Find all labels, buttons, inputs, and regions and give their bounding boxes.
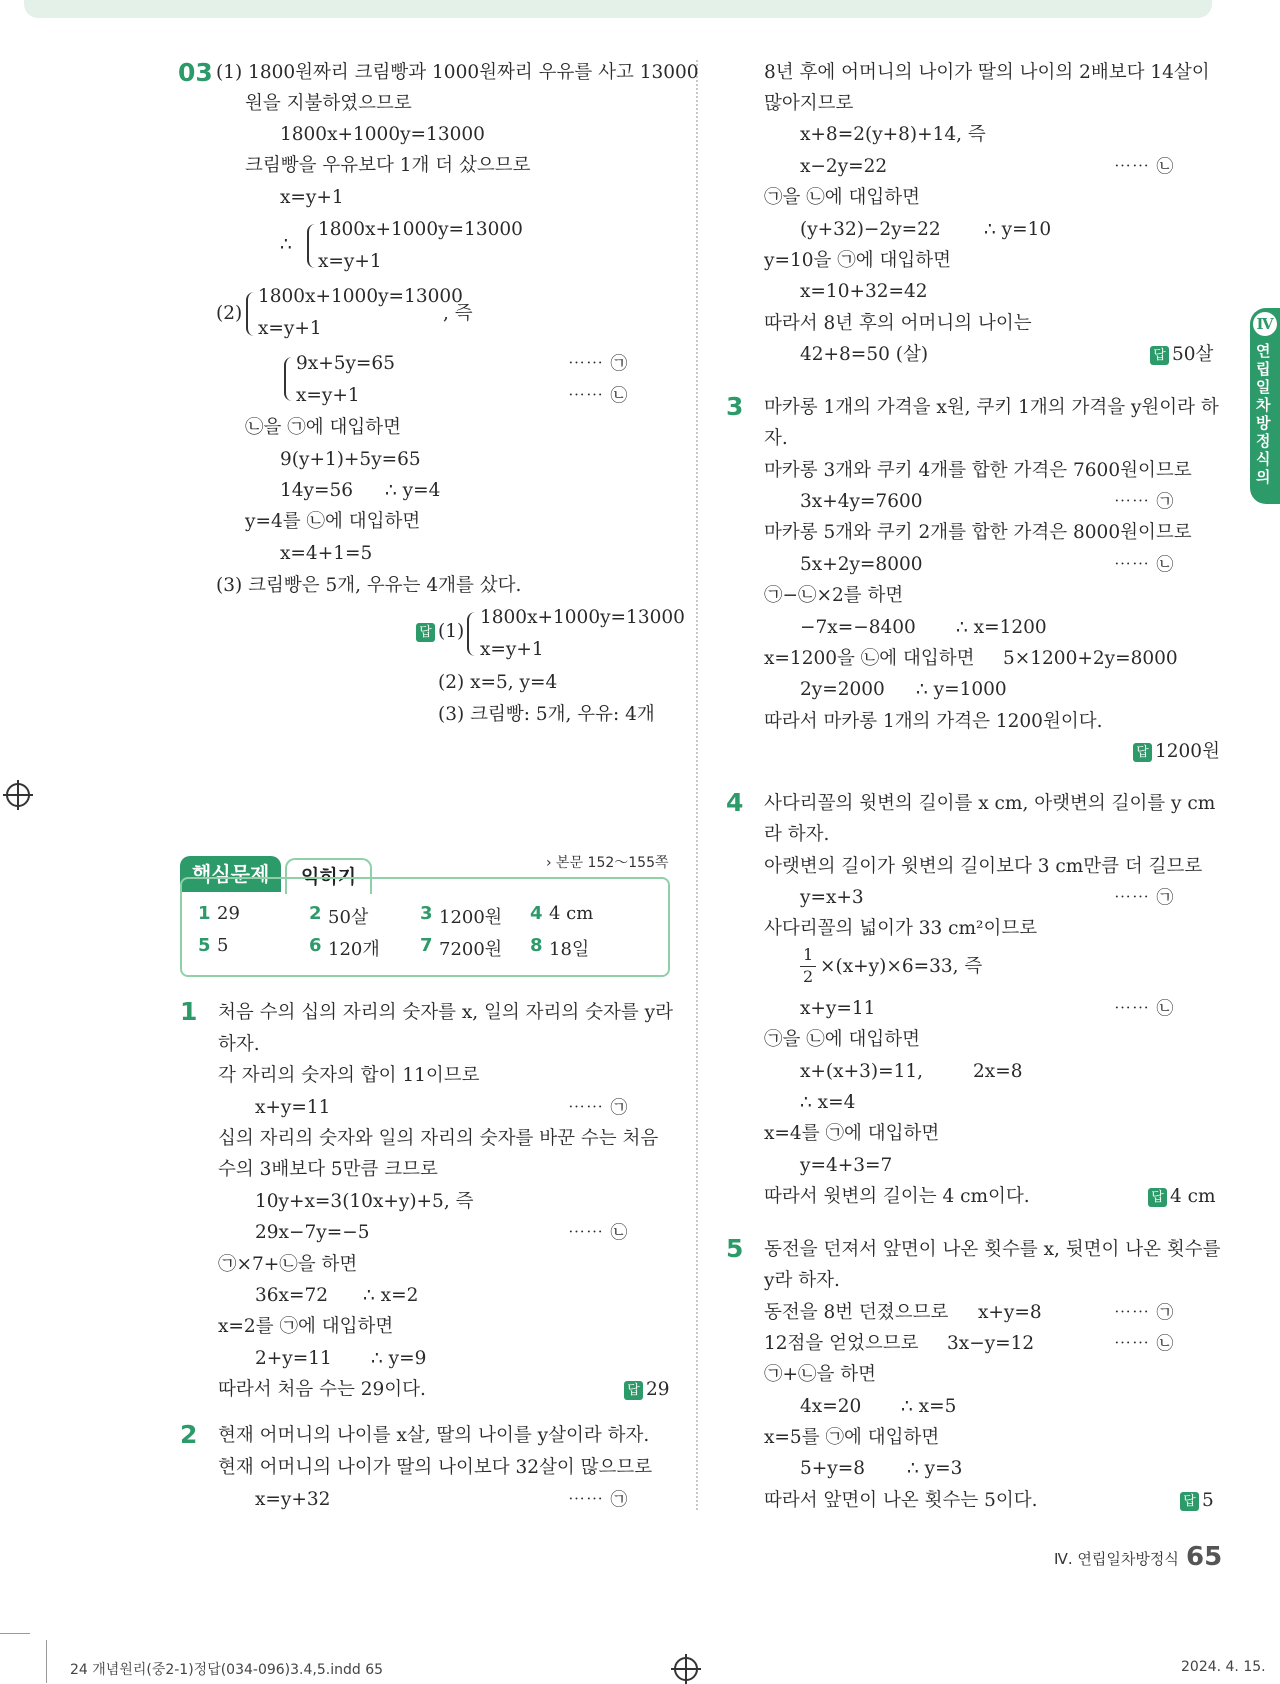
answer-icon: 답: [416, 623, 435, 642]
p3-equation: ∴ y=1000: [916, 679, 1007, 700]
p3-equation: −7x=−8400: [800, 617, 916, 638]
p03-system-eq1: 9x+5y=65: [296, 353, 395, 374]
p1-equation: ∴ y=9: [371, 1348, 427, 1369]
p03-equation: ∴ y=4: [385, 480, 441, 501]
p4-equation: ×(x+y)×6=33, 즉: [820, 956, 983, 977]
p03-equation: 14y=56: [280, 480, 354, 501]
equation-mark: ⋯⋯ ㉡: [1114, 1334, 1175, 1354]
equation-mark: ⋯⋯ ㉡: [568, 386, 629, 406]
p2-equation: 42+8=50 (살): [800, 344, 929, 365]
p5-equation: 3x−y=12: [947, 1333, 1035, 1354]
fraction-numerator: 1: [803, 945, 814, 964]
p1-line: x=2를 ㉠에 대입하면: [218, 1316, 394, 1337]
p03-answer-1: 답 (1): [416, 620, 464, 644]
p1-equation: ∴ x=2: [363, 1285, 419, 1306]
registration-mark-icon: [674, 1657, 698, 1681]
p03-system-eq1: 1800x+1000y=13000: [258, 286, 463, 307]
equation-mark: ⋯⋯ ㉡: [1114, 999, 1175, 1019]
p3-line: 자.: [764, 428, 788, 449]
equation-mark: ⋯⋯ ㉡: [568, 1223, 629, 1243]
p03-equation: 1800x+1000y=13000: [280, 124, 485, 145]
p5-equation: ∴ y=3: [907, 1458, 963, 1479]
problem-number-4: 4: [726, 788, 744, 817]
column-divider: [696, 60, 698, 1510]
p4-line: 사다리꼴의 넓이가 33 cm²이므로: [764, 918, 1038, 939]
p03-system-eq2: x=y+1: [318, 251, 382, 272]
registration-mark-icon: [6, 783, 30, 807]
system-brace: [307, 224, 316, 268]
p1-line: 처음 수의 십의 자리의 숫자를 x, 일의 자리의 숫자를 y라: [218, 1002, 673, 1023]
p03-equation: x=4+1=5: [280, 543, 373, 564]
p4-equation: ∴ x=4: [800, 1092, 856, 1113]
p2-line: 현재 어머니의 나이를 x살, 딸의 나이를 y살이라 하자.: [218, 1425, 650, 1446]
p1-equation: 36x=72: [255, 1285, 329, 1306]
trim-line: [0, 1633, 30, 1634]
equation-mark: ⋯⋯ ㉡: [1114, 555, 1175, 575]
p3-line: x=1200을 ㉡에 대입하면: [764, 648, 975, 669]
answer-icon: 답: [1148, 1188, 1167, 1207]
p5-line: 따라서 앞면이 나온 횟수는 5이다.: [764, 1490, 1038, 1511]
answer-icon: 답: [1133, 743, 1152, 762]
p4-equation: y=4+3=7: [800, 1155, 893, 1176]
qa-value: 50살: [328, 907, 369, 928]
p2-line: 많아지므로: [764, 93, 854, 114]
p03-system-eq2: x=y+1: [258, 318, 322, 339]
p03-line: 원을 지불하였으므로: [245, 93, 412, 114]
p5-line: 동전을 8번 던졌으므로: [764, 1302, 949, 1323]
p3-answer: 답 1200원: [1133, 740, 1220, 764]
p03-line: , 즉: [443, 303, 473, 324]
quick-answer-box: [180, 877, 670, 977]
fraction-denominator: 2: [803, 967, 814, 986]
qa-number: 3: [420, 903, 433, 924]
p1-line: 하자.: [218, 1034, 260, 1055]
p2-answer: 답 50살: [1150, 343, 1213, 367]
equation-mark: ⋯⋯ ㉠: [1114, 492, 1175, 512]
qa-number: 6: [309, 935, 322, 956]
p4-answer: 답 4 cm: [1148, 1185, 1216, 1209]
system-brace: [246, 292, 255, 336]
p5-equation: x+y=8: [978, 1302, 1042, 1323]
p3-line: 마카롱 5개와 쿠키 2개를 합한 가격은 8000원이므로: [764, 522, 1192, 543]
footer-filename: 24 개념원리(중2-1)정답(034-096)3.4,5.indd 65: [70, 1662, 384, 1678]
trim-line: [46, 1640, 47, 1683]
p2-line: 8년 후에 어머니의 나이가 딸의 나이의 2배보다 14살이: [764, 62, 1210, 83]
p2-equation: (y+32)−2y=22: [800, 219, 941, 240]
equation-mark: ⋯⋯ ㉠: [1114, 888, 1175, 908]
p5-answer: 답 5: [1180, 1489, 1214, 1513]
p4-line: x=4를 ㉠에 대입하면: [764, 1123, 940, 1144]
p03-answer-3: (3) 크림빵: 5개, 우유: 4개: [438, 704, 655, 725]
equation-mark: ⋯⋯ ㉠: [568, 1490, 629, 1510]
qa-number: 2: [309, 903, 322, 924]
p4-line: 따라서 윗변의 길이는 4 cm이다.: [764, 1186, 1030, 1207]
equation-mark: ⋯⋯ ㉡: [1114, 157, 1175, 177]
p1-line: ㉠×7+㉡을 하면: [218, 1254, 358, 1275]
answer-icon: 답: [624, 1381, 643, 1400]
system-brace: [467, 612, 476, 656]
p03-system-eq2: x=y+1: [296, 385, 360, 406]
p3-equation: 5×1200+2y=8000: [1003, 648, 1178, 669]
p2-equation: x−2y=22: [800, 156, 888, 177]
p2-line: ㉠을 ㉡에 대입하면: [764, 187, 920, 208]
box-reference: › 본문 152～155쪽: [546, 855, 669, 871]
p3-equation: ∴ x=1200: [956, 617, 1047, 638]
qa-value: 120개: [328, 939, 380, 960]
p1-equation: 10y+x=3(10x+y)+5, 즉: [255, 1191, 474, 1212]
p2-equation: x=10+32=42: [800, 281, 928, 302]
p1-line: 각 자리의 숫자의 합이 11이므로: [218, 1065, 480, 1086]
p03-part2-label: (2): [216, 303, 243, 324]
p4-line: 사다리꼴의 윗변의 길이를 x cm, 아랫변의 길이를 y cm: [764, 793, 1216, 814]
p3-equation: 3x+4y=7600: [800, 491, 923, 512]
p2-line: 현재 어머니의 나이가 딸의 나이보다 32살이 많으므로: [218, 1457, 653, 1478]
chapter-title: Ⅳ. 연립일차방정식: [1054, 1550, 1179, 1568]
qa-number: 1: [198, 903, 211, 924]
p3-line: ㉠−㉡×2를 하면: [764, 585, 904, 606]
answer-icon: 답: [1180, 1492, 1199, 1511]
p4-equation: x+(x+3)=11,: [800, 1061, 923, 1082]
page-number: 65: [1186, 1542, 1223, 1572]
p03-equation: x=y+1: [280, 187, 344, 208]
problem-number-5: 5: [726, 1234, 744, 1263]
p03-line: (3) 크림빵은 5개, 우유는 4개를 샀다.: [216, 575, 522, 596]
p3-equation: 5x+2y=8000: [800, 554, 923, 575]
problem-number-1: 1: [180, 997, 198, 1026]
p03-line: y=4를 ㉡에 대입하면: [245, 511, 421, 532]
p2-line: y=10을 ㉠에 대입하면: [764, 250, 951, 271]
p2-equation: x=y+32: [255, 1489, 331, 1510]
p3-equation: 2y=2000: [800, 679, 885, 700]
qa-number: 7: [420, 935, 433, 956]
qa-number: 4: [530, 903, 543, 924]
p5-line: ㉠+㉡을 하면: [764, 1364, 876, 1385]
problem-number-03: 03: [178, 58, 213, 87]
p3-line: 마카롱 3개와 쿠키 4개를 합한 가격은 7600원이므로: [764, 460, 1192, 481]
qa-value: 18일: [549, 939, 590, 960]
qa-value: 29: [217, 903, 240, 924]
p03-equation: 9(y+1)+5y=65: [280, 449, 421, 470]
top-band: [24, 0, 1212, 18]
p03-answer-eq1: 1800x+1000y=13000: [480, 607, 685, 628]
p5-equation: ∴ x=5: [901, 1396, 957, 1417]
p03-answer-eq2: x=y+1: [480, 639, 544, 660]
qa-value: 5: [217, 935, 229, 956]
p03-system-eq1: 1800x+1000y=13000: [318, 219, 523, 240]
p2-equation: x+8=2(y+8)+14, 즉: [800, 124, 986, 145]
qa-number: 5: [198, 935, 211, 956]
p1-line: 따라서 처음 수는 29이다.: [218, 1379, 426, 1400]
box-tab-practice: 익히기: [285, 858, 372, 894]
p2-equation: ∴ y=10: [984, 219, 1052, 240]
qa-value: 4 cm: [549, 903, 594, 924]
side-tab-roman: Ⅳ: [1253, 312, 1277, 336]
p4-equation: y=x+3: [800, 887, 864, 908]
p03-line: (1) 1800원짜리 크림빵과 1000원짜리 우유를 사고 13000: [216, 62, 699, 83]
qa-value: 1200원: [439, 907, 503, 928]
answer-icon: 답: [1150, 346, 1169, 365]
p1-equation: 29x−7y=−5: [255, 1222, 370, 1243]
qa-value: 7200원: [439, 939, 503, 960]
box-tab-core: 핵심문제: [180, 856, 281, 892]
p1-line: 십의 자리의 숫자와 일의 자리의 숫자를 바꾼 수는 처음: [218, 1128, 659, 1149]
p1-equation: x+y=11: [255, 1097, 331, 1118]
p5-line: 12점을 얻었으므로: [764, 1333, 919, 1354]
p2-line: 따라서 8년 후의 어머니의 나이는: [764, 313, 1032, 334]
problem-number-3: 3: [726, 392, 744, 421]
p1-line: 수의 3배보다 5만큼 크므로: [218, 1159, 438, 1180]
p5-equation: 4x=20: [800, 1396, 862, 1417]
therefore-symbol: ∴: [280, 234, 292, 255]
p5-line: x=5를 ㉠에 대입하면: [764, 1427, 940, 1448]
p3-line: 따라서 마카롱 1개의 가격은 1200원이다.: [764, 711, 1103, 732]
p03-answer-2: (2) x=5, y=4: [438, 672, 558, 693]
equation-mark: ⋯⋯ ㉠: [1114, 1303, 1175, 1323]
qa-number: 8: [530, 935, 543, 956]
p3-line: 마카롱 1개의 가격을 x원, 쿠키 1개의 가격을 y원이라 하: [764, 397, 1219, 418]
p03-line: 크림빵을 우유보다 1개 더 샀으므로: [245, 155, 531, 176]
p03-line: ㉡을 ㉠에 대입하면: [245, 417, 401, 438]
p4-line: ㉠을 ㉡에 대입하면: [764, 1029, 920, 1050]
system-brace: [284, 357, 293, 401]
side-tab-text: 연립일차방정식의: [1256, 342, 1271, 486]
p4-equation: x+y=11: [800, 998, 876, 1019]
p1-equation: 2+y=11: [255, 1348, 332, 1369]
equation-mark: ⋯⋯ ㉠: [568, 354, 629, 374]
p5-equation: 5+y=8: [800, 1458, 865, 1479]
p1-answer: 답 29: [624, 1378, 670, 1402]
p4-line: 라 하자.: [764, 824, 830, 845]
problem-number-2: 2: [180, 1420, 198, 1449]
p4-equation: 2x=8: [973, 1061, 1023, 1082]
p4-line: 아랫변의 길이가 윗변의 길이보다 3 cm만큼 더 길므로: [764, 856, 1203, 877]
p5-line: 동전을 던져서 앞면이 나온 횟수를 x, 뒷면이 나온 횟수를: [764, 1239, 1221, 1260]
footer-date: 2024. 4. 15.: [1181, 1659, 1266, 1675]
equation-mark: ⋯⋯ ㉠: [568, 1098, 629, 1118]
p5-line: y라 하자.: [764, 1270, 840, 1291]
